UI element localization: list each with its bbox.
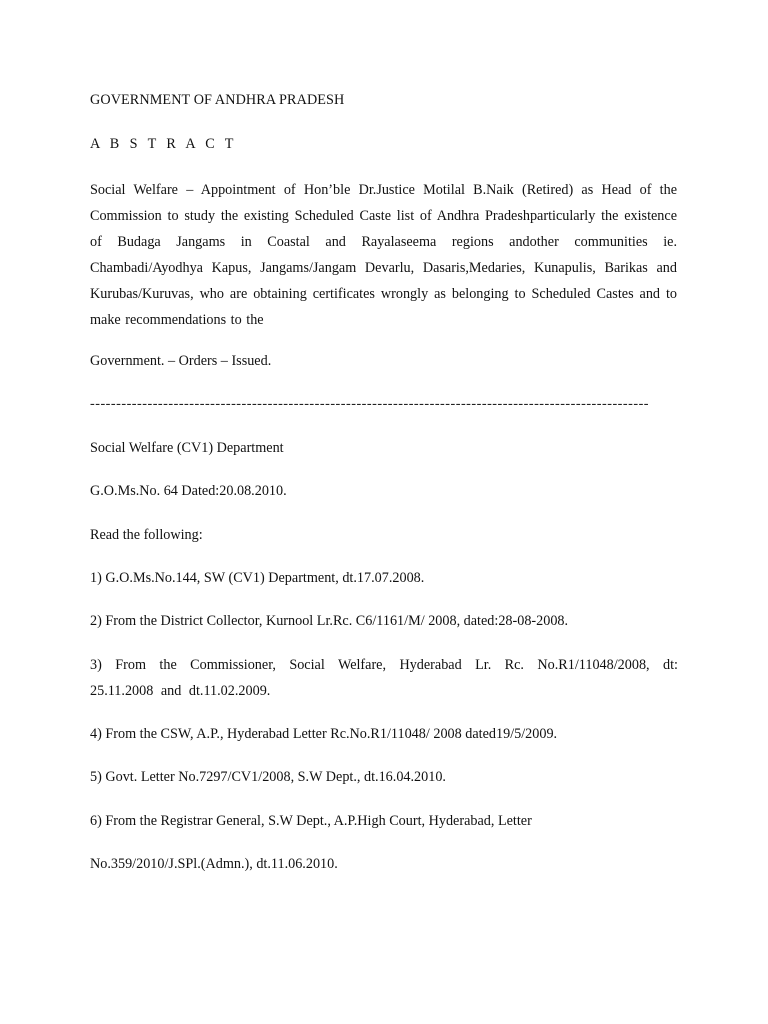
reference-item: 6) From the Registrar General, S.W Dept., A.P.High Court, Hyderabad, Letter bbox=[90, 813, 532, 829]
abstract-label: A B S T R A C T bbox=[90, 136, 237, 152]
department-name: Social Welfare (CV1) Department bbox=[90, 440, 284, 456]
reference-item: 5) Govt. Letter No.7297/CV1/2008, S.W Dept., dt.16.04.2010. bbox=[90, 769, 446, 785]
read-label: Read the following: bbox=[90, 527, 203, 543]
subject-paragraph: Social Welfare – Appointment of Hon’ble Dr.Justice Motilal B.Naik (Retired) as Head of the Commission to study the existing Scheduled Caste list of Andhra Pradeshparticularly the existence of Budaga Jangams in Coastal and Rayalaseema regions andother communities ie. Chambadi/Ayodhya Kapus, Jangams/Jangam Devarlu, Dasaris,Medaries, Kunapulis, Barikas and Kurubas/Kuruvas, who are obtaining certificates wrongly as belonging to Scheduled Castes and to make recommendations to the bbox=[90, 182, 677, 328]
reference-item: 1) G.O.Ms.No.144, SW (CV1) Department, dt.17.07.2008. bbox=[90, 570, 425, 586]
government-heading: GOVERNMENT OF ANDHRA PRADESH bbox=[90, 92, 345, 108]
reference-item-continuation: No.359/2010/J.SPl.(Admn.), dt.11.06.2010. bbox=[90, 856, 338, 872]
order-number: G.O.Ms.No. 64 Dated:20.08.2010. bbox=[90, 483, 287, 499]
subject-continuation: Government. – Orders – Issued. bbox=[90, 353, 272, 369]
separator-line: ----------------------------------------------------------------------------------------------------------- bbox=[90, 396, 650, 412]
reference-item: 4) From the CSW, A.P., Hyderabad Letter Rc.No.R1/11048/ 2008 dated19/5/2009. bbox=[90, 726, 558, 742]
reference-item: 3) From the Commissioner, Social Welfare, Hyderabad Lr. Rc. No.R1/11048/2008, dt: 25.11.2008 and dt.11.02.2009. bbox=[90, 657, 678, 699]
reference-item: 2) From the District Collector, Kurnool Lr.Rc. C6/1161/M/ 2008, dated:28-08-2008. bbox=[90, 613, 569, 629]
